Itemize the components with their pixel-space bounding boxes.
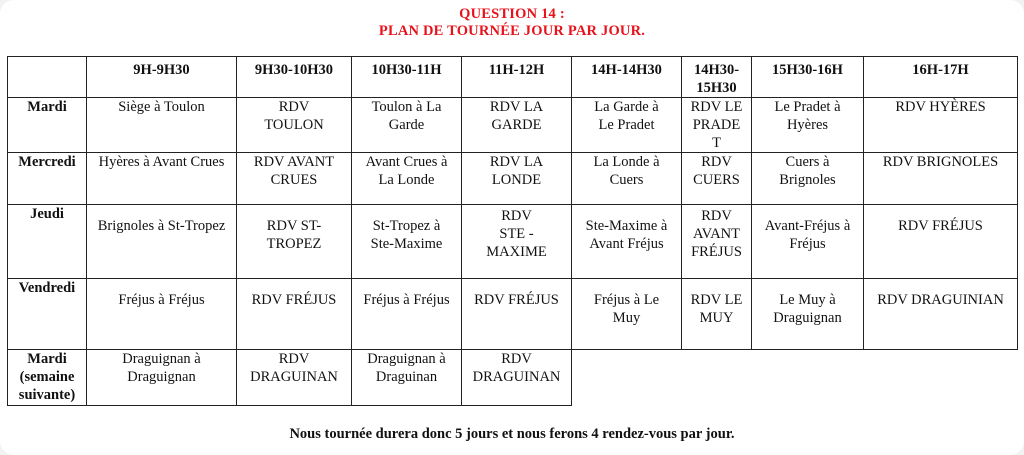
schedule-cell: RDV LA GARDE — [462, 98, 572, 153]
summary-text: Nous tournée durera donc 5 jours et nous ferons 4 rendez-vous par jour. — [289, 426, 735, 442]
schedule-cell: Avant Crues à La Londe — [352, 153, 462, 205]
time-header: 9H-9H30 — [87, 57, 237, 98]
schedule-cell: Brignoles à St-Tropez — [87, 205, 237, 279]
day-row — [8, 153, 1018, 205]
time-header: 10H30-11H — [352, 57, 462, 98]
day-row — [8, 98, 1018, 153]
schedule-cell: RDV DRAGUINAN — [237, 350, 352, 406]
corner-cell — [8, 57, 87, 98]
schedule-cell: Fréjus à Fréjus — [352, 279, 462, 350]
time-header: 14H30- 15H30 — [682, 57, 752, 98]
schedule-cell: Cuers à Brignoles — [752, 153, 864, 205]
schedule-cell: RDV LE MUY — [682, 279, 752, 350]
empty-cell — [864, 350, 1018, 406]
schedule-cell: Draguignan à Draguignan — [87, 350, 237, 406]
plan-title: PLAN DE TOURNÉE JOUR PAR JOUR. — [378, 23, 646, 39]
schedule-cell: Avant-Fréjus à Fréjus — [752, 205, 864, 279]
schedule-cell: Fréjus à Fréjus — [87, 279, 237, 350]
schedule-cell: Ste-Maxime à Avant Fréjus — [572, 205, 682, 279]
schedule-cell: RDV BRIGNOLES — [864, 153, 1018, 205]
schedule-cell: RDV HYÈRES — [864, 98, 1018, 153]
schedule-cell: RDV STE - MAXIME — [462, 205, 572, 279]
day-row — [8, 350, 1018, 406]
schedule-cell: Toulon à La Garde — [352, 98, 462, 153]
schedule-cell: Draguignan à Draguinan — [352, 350, 462, 406]
schedule-cell: St-Tropez à Ste-Maxime — [352, 205, 462, 279]
schedule-cell: RDV DRAGUINIAN — [864, 279, 1018, 350]
time-header: 9H30-10H30 — [237, 57, 352, 98]
schedule-cell: RDV FRÉJUS — [462, 279, 572, 350]
schedule-cell: RDV TOULON — [237, 98, 352, 153]
schedule-cell: RDV AVANT CRUES — [237, 153, 352, 205]
schedule-cell: La Garde à Le Pradet — [572, 98, 682, 153]
schedule-cell: RDV LE PRADE T — [682, 98, 752, 153]
schedule-cell: RDV AVANT FRÉJUS — [682, 205, 752, 279]
time-header: 15H30-16H — [752, 57, 864, 98]
empty-cell — [682, 350, 752, 406]
empty-cell — [572, 350, 682, 406]
day-row — [8, 279, 1018, 350]
schedule-cell: RDV CUERS — [682, 153, 752, 205]
schedule-cell: RDV FRÉJUS — [864, 205, 1018, 279]
schedule-cell: Le Pradet à Hyères — [752, 98, 864, 153]
time-header: 16H-17H — [864, 57, 1018, 98]
schedule-cell: RDV FRÉJUS — [237, 279, 352, 350]
day-label: Jeudi — [8, 205, 87, 279]
schedule-cell: Siège à Toulon — [87, 98, 237, 153]
day-label: Mercredi — [8, 153, 87, 205]
time-header: 14H-14H30 — [572, 57, 682, 98]
schedule-cell: Hyères à Avant Crues — [87, 153, 237, 205]
schedule-cell: Le Muy à Draguignan — [752, 279, 864, 350]
day-label: Mardi (semaine suivante) — [8, 350, 87, 406]
schedule-cell: La Londe à Cuers — [572, 153, 682, 205]
day-label: Vendredi — [8, 279, 87, 350]
schedule-cell: RDV DRAGUINAN — [462, 350, 572, 406]
question-title: QUESTION 14 : — [459, 6, 565, 22]
schedule-cell: RDV ST- TROPEZ — [237, 205, 352, 279]
day-row — [8, 205, 1018, 279]
schedule-cell: RDV LA LONDE — [462, 153, 572, 205]
day-label: Mardi — [8, 98, 87, 153]
header-row — [8, 57, 1018, 98]
schedule-cell: Fréjus à Le Muy — [572, 279, 682, 350]
empty-cell — [752, 350, 864, 406]
schedule-table — [7, 56, 1018, 406]
time-header: 11H-12H — [462, 57, 572, 98]
